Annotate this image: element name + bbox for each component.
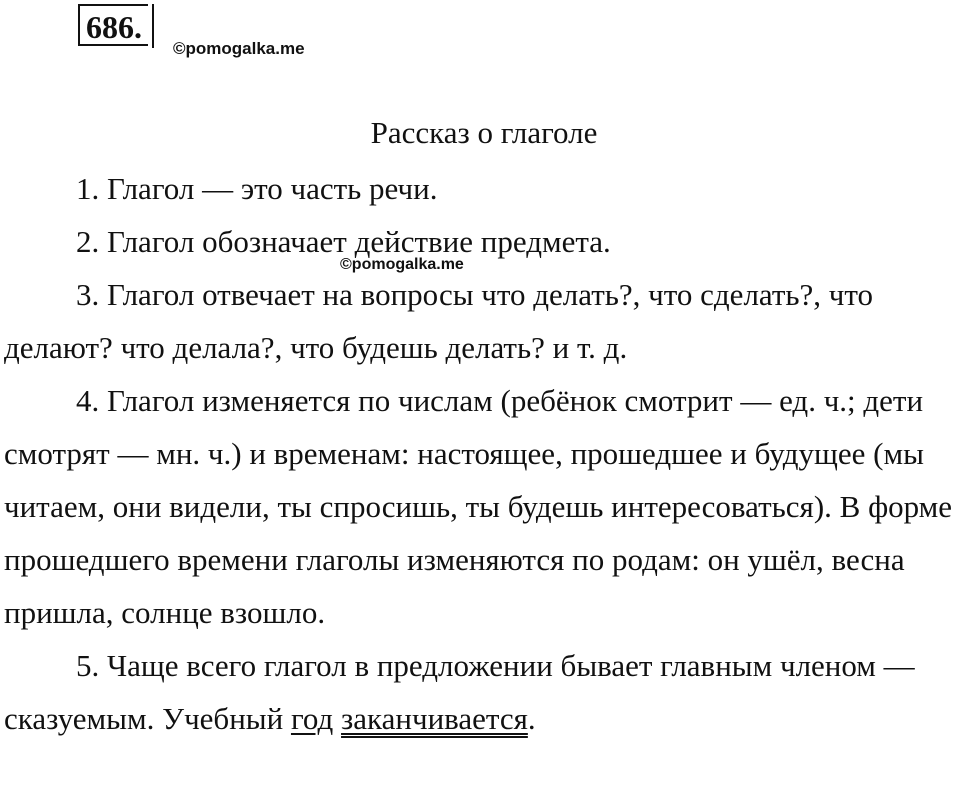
task-number: 686. <box>78 4 148 46</box>
paragraph-1: 1. Глагол — это часть речи. <box>76 171 438 206</box>
watermark-top: ©pomogalka.me <box>173 39 305 58</box>
sentence-end: . <box>527 701 536 736</box>
paragraph-3: 3. Глагол отвечает на вопросы что делать?, что сделать?, что делают? что делала?, что будешь делать? и т. д. <box>4 277 874 365</box>
word-space <box>333 701 341 736</box>
paragraph-5 <box>4 639 958 745</box>
paragraph-2: 2. Глагол обозначает действие предмета. <box>76 224 611 259</box>
predicate-word: заканчивается <box>341 701 528 736</box>
paragraph-4: 4. Глагол изменяется по числам (ребёнок смотрит — ед. ч.; дети смотрят — мн. ч.) и временам: настоящее, прошедшее и будущее (мы читаем, они видели, ты спросишь, ты будешь интересоваться). В форме прошедшего времени глаголы изменяются по родам: он ушёл, весна пришла, солнце взошло. <box>4 383 953 630</box>
watermark-middle: ©pomogalka.me <box>340 256 464 273</box>
document-body <box>4 162 958 745</box>
subject-word: год <box>290 701 334 736</box>
document-title: Рассказ о глаголе <box>370 115 598 150</box>
paragraph-5-text: 5. Чаще всего глагол в предложении бывает главным членом — сказуемым. Учебный <box>4 648 915 736</box>
